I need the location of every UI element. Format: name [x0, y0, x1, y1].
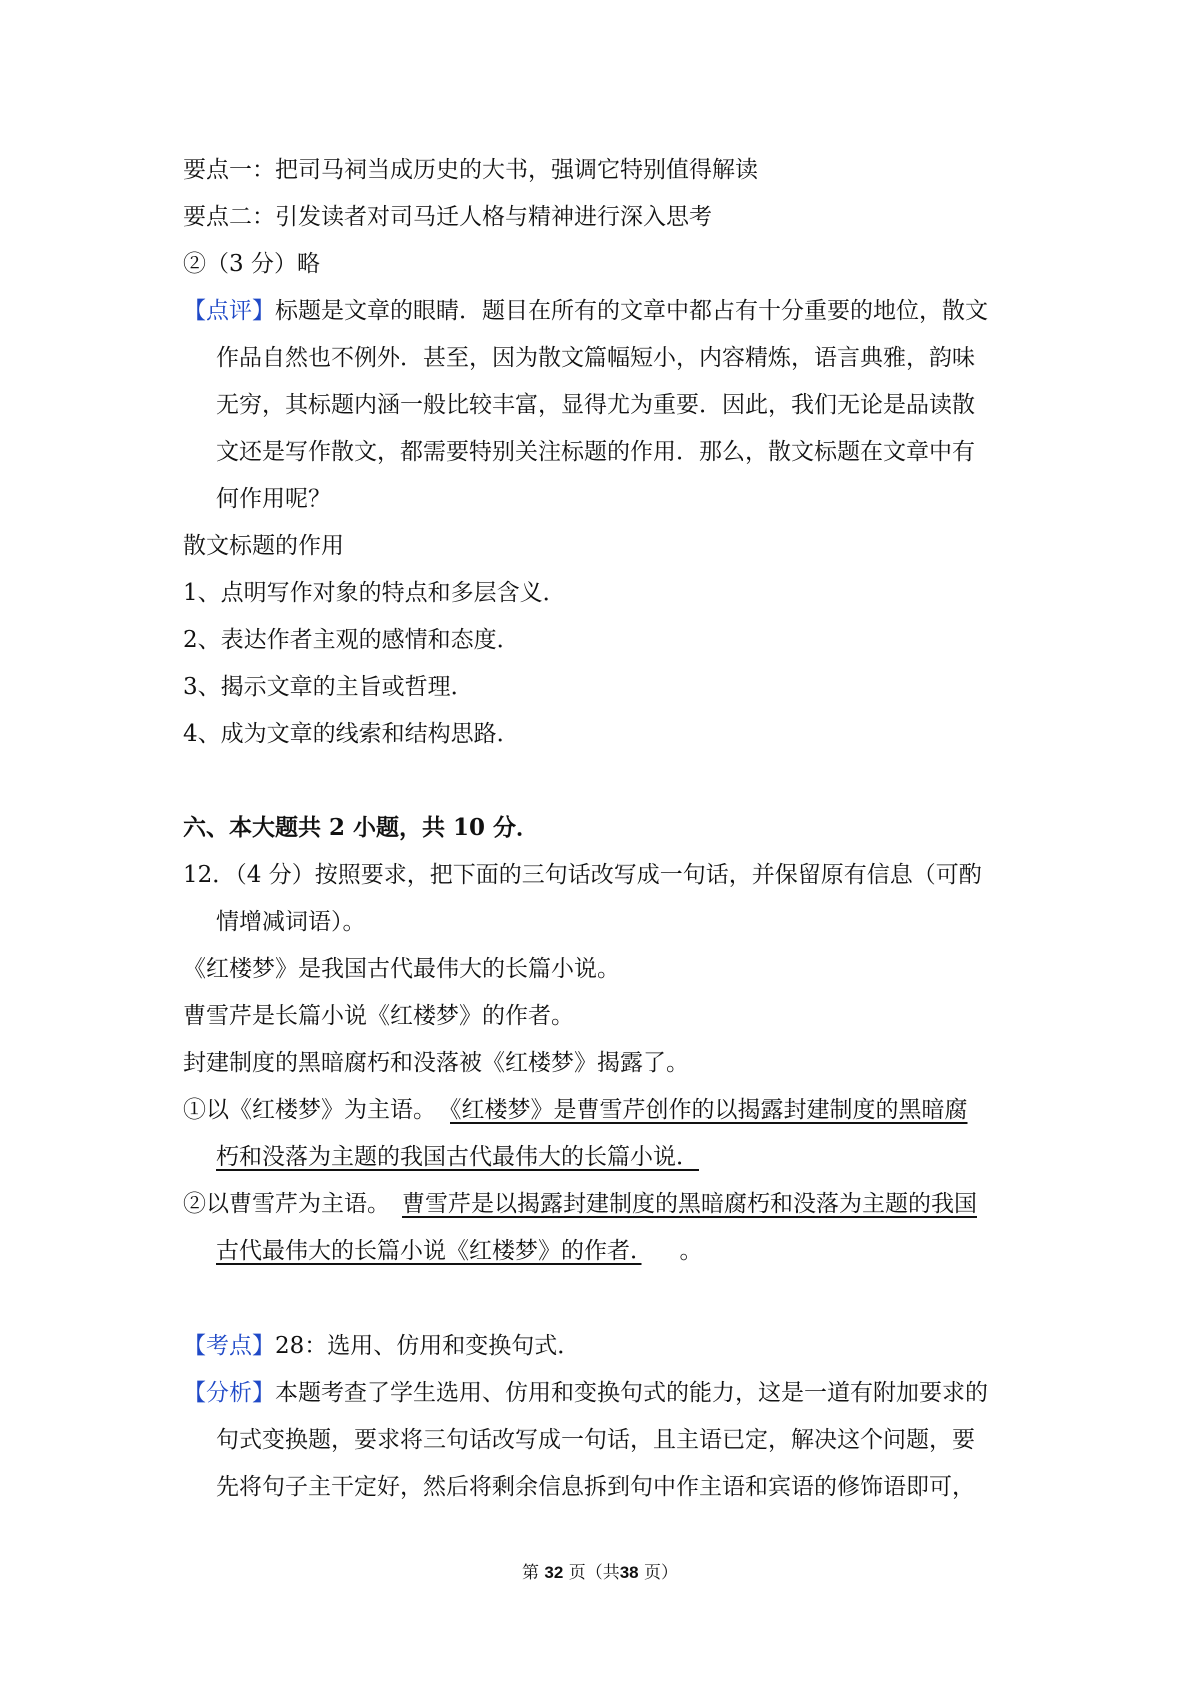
answer-2-line-2 [216, 1235, 703, 1267]
sentence-2: 曹雪芹是长篇小说《红楼梦》的作者。 [183, 1003, 574, 1029]
function-item-2: 2、表达作者主观的感情和态度． [183, 627, 520, 653]
fenxi-line-1 [183, 1377, 988, 1409]
answer-1-text-cont: 朽和没落为主题的我国古代最伟大的长篇小说． [216, 1144, 699, 1170]
function-item-3: 3、揭示文章的主旨或哲理． [183, 674, 474, 700]
sentence-3: 封建制度的黑暗腐朽和没落被《红楼梦》揭露了。 [183, 1050, 689, 1076]
answer-1-text: 《红楼梦》是曹雪芹创作的以揭露封建制度的黑暗腐 [450, 1097, 968, 1123]
kaodian-line [183, 1330, 580, 1362]
kaodian-text: 28：选用、仿用和变换句式． [275, 1333, 581, 1359]
footer-post: 页） [644, 1563, 679, 1583]
question-2-answer: ②（3 分）略 [183, 251, 320, 277]
function-item-4: 4、成为文章的线索和结构思路． [183, 721, 520, 747]
comment-line-3: 无穷，其标题内涵一般比较丰富，显得尤为重要．因此，我们无论是品读散 [216, 392, 975, 418]
answer-2-suffix: 。 [679, 1238, 703, 1264]
kaodian-tag: 【考点】 [183, 1333, 275, 1359]
point-one: 要点一：把司马祠当成历史的大书，强调它特别值得解读 [183, 157, 758, 183]
fenxi-line-3: 先将句子主干定好，然后将剩余信息拆到句中作主语和宾语的修饰语即可， [216, 1474, 975, 1500]
comment-line-1 [183, 295, 988, 327]
comment-tag: 【点评】 [183, 298, 275, 324]
answer-1-line-1 [183, 1094, 968, 1126]
comment-line-4: 文还是写作散文，都需要特别关注标题的作用．那么，散文标题在文章中有 [216, 439, 975, 465]
section-heading: 六、本大题共 2 小题，共 10 分． [183, 814, 540, 841]
q12-line-1: 12．（4 分）按照要求，把下面的三句话改写成一句话，并保留原有信息（可酌 [183, 862, 982, 888]
answer-2-line-1 [183, 1188, 977, 1220]
fenxi-tag: 【分析】 [183, 1380, 275, 1406]
answer-2-text-cont: 古代最伟大的长篇小说《红楼梦》的作者． [216, 1238, 642, 1264]
q12-line-2: 情增减词语）。 [216, 909, 366, 935]
fenxi-text: 本题考查了学生选用、仿用和变换句式的能力，这是一道有附加要求的 [275, 1380, 988, 1406]
functions-title: 散文标题的作用 [183, 533, 344, 559]
point-two: 要点二：引发读者对司马迁人格与精神进行深入思考 [183, 204, 712, 230]
sentence-1: 《红楼梦》是我国古代最伟大的长篇小说。 [183, 956, 620, 982]
page-number: 32 [544, 1563, 564, 1582]
page-footer [0, 1558, 1200, 1583]
answer-1-line-2 [216, 1141, 739, 1173]
comment-line-5: 何作用呢？ [216, 486, 331, 512]
answer-2-text: 曹雪芹是以揭露封建制度的黑暗腐朽和没落为主题的我国 [402, 1191, 977, 1217]
fenxi-line-2: 句式变换题，要求将三句话改写成一句话，且主语已定，解决这个问题，要 [216, 1427, 975, 1453]
footer-mid: 页（共 [568, 1563, 620, 1583]
comment-text: 标题是文章的眼睛．题目在所有的文章中都占有十分重要的地位，散文 [275, 298, 988, 324]
answer-2-prefix: ②以曹雪芹为主语。 [183, 1191, 390, 1217]
answer-1-prefix: ①以《红楼梦》为主语。 [183, 1097, 436, 1123]
footer-pre: 第 [521, 1563, 539, 1583]
comment-line-2: 作品自然也不例外．甚至，因为散文篇幅短小，内容精炼，语言典雅，韵味 [216, 345, 975, 371]
function-item-1: 1、点明写作对象的特点和多层含义． [183, 580, 566, 606]
total-pages: 38 [619, 1563, 639, 1582]
